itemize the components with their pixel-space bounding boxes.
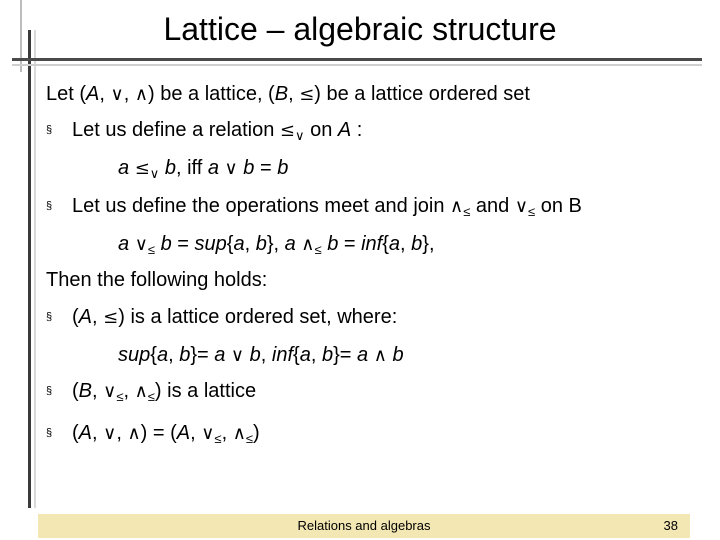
bullet-icon: § bbox=[46, 311, 53, 323]
frame-line bbox=[20, 0, 22, 72]
body-line: Let (A, ∨, ∧) be a lattice, (B, ≤) be a lattice ordered set bbox=[46, 83, 530, 105]
body-line: sup{a, b}= a ∨ b, inf{a, b}= a ∧ b bbox=[118, 344, 404, 366]
page-number: 38 bbox=[663, 518, 678, 533]
footer-title: Relations and algebras bbox=[297, 518, 431, 533]
body-line: Let us define the operations meet and join $\wedge_\le$ and $\vee_\le$ on B bbox=[72, 195, 582, 219]
bullet-icon: § bbox=[46, 124, 53, 136]
body-line: $a \le_\vee$ b, iff a ∨ b = b bbox=[118, 157, 289, 181]
footer-bar bbox=[38, 514, 690, 538]
frame-line bbox=[34, 30, 36, 508]
slide-title: Lattice – algebraic structure bbox=[163, 11, 557, 47]
frame-line bbox=[12, 64, 702, 66]
frame-line bbox=[28, 30, 31, 508]
bullet-icon: § bbox=[46, 427, 53, 439]
bullet-icon: § bbox=[46, 200, 53, 212]
frame-line bbox=[12, 58, 702, 61]
body-line: (A, ∨, ∧) = (A, $\vee_\le$, $\wedge_\le$) bbox=[72, 422, 260, 446]
bullet-icon: § bbox=[46, 385, 53, 397]
body-line: Then the following holds: bbox=[46, 269, 268, 291]
body-line: (A, ≤) is a lattice ordered set, where: bbox=[72, 306, 398, 328]
body-line: Let us define a relation $\le_\vee$ on A : bbox=[72, 119, 363, 143]
body-line: (B, $\vee_\le$, $\wedge_\le$) is a lattice bbox=[72, 380, 257, 404]
body-line: a $\vee_\le$ b = sup{a, b}, a $\wedge_\le$ b = inf{a, b}, bbox=[118, 233, 435, 257]
